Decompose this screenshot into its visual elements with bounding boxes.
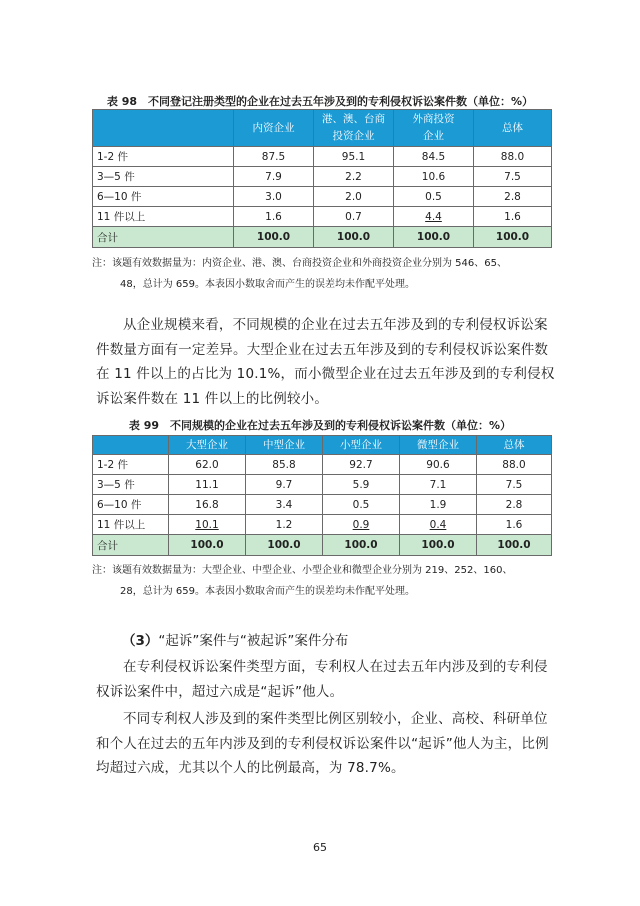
table-row <box>93 147 552 167</box>
table-row <box>93 515 552 535</box>
table-row <box>93 495 552 515</box>
header-cell: 总体 <box>474 110 552 147</box>
cell: 100.0 <box>477 535 552 556</box>
row-label: 1-2 件 <box>93 455 169 475</box>
section-number: （3） <box>122 633 159 649</box>
row-label: 11 件以上 <box>93 515 169 535</box>
cell: 88.0 <box>474 147 552 167</box>
row-label: 6—10 件 <box>93 495 169 515</box>
cell: 62.0 <box>169 455 246 475</box>
cell: 85.8 <box>246 455 323 475</box>
cell: 95.1 <box>314 147 394 167</box>
body-paragraph: 在专利侵权诉讼案件类型方面，专利权人在过去五年内涉及到的专利侵权诉讼案件中，超过六成是“起诉”他人。 <box>96 659 548 700</box>
row-label: 合计 <box>93 227 234 248</box>
table-row <box>93 207 552 227</box>
note-line: 28，总计为 659。本表因小数取舍而产生的误差均未作配平处理。 <box>120 586 415 597</box>
cell: 100.0 <box>314 227 394 248</box>
cell: 90.6 <box>400 455 477 475</box>
table-row <box>93 167 552 187</box>
table-row <box>93 475 552 495</box>
cell: 100.0 <box>394 227 474 248</box>
cell: 1.6 <box>477 515 552 535</box>
cell: 5.9 <box>323 475 400 495</box>
cell: 0.7 <box>314 207 394 227</box>
cell: 0.5 <box>323 495 400 515</box>
cell: 7.1 <box>400 475 477 495</box>
table-total-row <box>93 227 552 248</box>
note-line: 48，总计为 659。本表因小数取舍而产生的误差均未作配平处理。 <box>120 279 415 290</box>
cell: 100.0 <box>234 227 314 248</box>
table-99-header-row <box>93 436 552 455</box>
row-label: 合计 <box>93 535 169 556</box>
row-label: 6—10 件 <box>93 187 234 207</box>
note-line: 注：该题有效数据量为：大型企业、中型企业、小型企业和微型企业分别为 219、252、160、 <box>92 565 513 576</box>
table-98-note <box>92 253 562 295</box>
cell: 1.2 <box>246 515 323 535</box>
cell: 3.0 <box>234 187 314 207</box>
cell: 1.9 <box>400 495 477 515</box>
cell: 2.8 <box>474 187 552 207</box>
header-cell: 内资企业 <box>234 110 314 147</box>
cell: 100.0 <box>246 535 323 556</box>
body-paragraph: 从企业规模来看，不同规模的企业在过去五年涉及到的专利侵权诉讼案件数量方面有一定差异。大型企业在过去五年涉及到的专利侵权诉讼案件数在 11 件以上的占比为 10.1%，而小微型企业在过去五年涉及到的专利侵权诉讼案件数在 11 件以上的比例较小。 <box>96 317 555 407</box>
cell: 2.0 <box>314 187 394 207</box>
cell: 2.2 <box>314 167 394 187</box>
cell: 87.5 <box>234 147 314 167</box>
row-label: 3—5 件 <box>93 475 169 495</box>
table-total-row <box>93 535 552 556</box>
cell-highlight: 4.4 <box>394 207 474 227</box>
table-99 <box>92 435 552 556</box>
cell: 84.5 <box>394 147 474 167</box>
cell: 100.0 <box>169 535 246 556</box>
table-row <box>93 455 552 475</box>
cell: 10.6 <box>394 167 474 187</box>
cell: 7.9 <box>234 167 314 187</box>
table-98-caption: 表 98 不同登记注册类型的企业在过去五年涉及到的专利侵权诉讼案件数（单位：%） <box>106 95 534 108</box>
cell: 11.1 <box>169 475 246 495</box>
header-cell: 微型企业 <box>400 436 477 455</box>
cell-highlight: 0.4 <box>400 515 477 535</box>
cell: 88.0 <box>477 455 552 475</box>
cell: 100.0 <box>323 535 400 556</box>
cell: 100.0 <box>400 535 477 556</box>
cell: 100.0 <box>474 227 552 248</box>
row-label: 3—5 件 <box>93 167 234 187</box>
header-cell: 小型企业 <box>323 436 400 455</box>
cell: 9.7 <box>246 475 323 495</box>
header-cell: 中型企业 <box>246 436 323 455</box>
cell-highlight: 10.1 <box>169 515 246 535</box>
cell-highlight: 0.9 <box>323 515 400 535</box>
row-label: 1-2 件 <box>93 147 234 167</box>
header-cell: 港、澳、台商 投资企业 <box>314 110 394 147</box>
header-cell: 总体 <box>477 436 552 455</box>
cell: 92.7 <box>323 455 400 475</box>
header-cell <box>93 436 169 455</box>
cell: 1.6 <box>234 207 314 227</box>
table-98 <box>92 109 552 248</box>
page-number: 65 <box>313 841 327 854</box>
section-title: “起诉”案件与“被起诉”案件分布 <box>158 633 349 649</box>
note-line: 注：该题有效数据量为：内资企业、港、澳、台商投资企业和外商投资企业分别为 546、65、 <box>92 258 507 269</box>
cell: 1.6 <box>474 207 552 227</box>
header-cell: 外商投资 企业 <box>394 110 474 147</box>
section-heading <box>122 629 348 649</box>
cell: 7.5 <box>477 475 552 495</box>
cell: 3.4 <box>246 495 323 515</box>
header-cell: 大型企业 <box>169 436 246 455</box>
table-99-note <box>92 560 562 602</box>
body-paragraph: 不同专利权人涉及到的案件类型比例区别较小，企业、高校、科研单位和个人在过去的五年内涉及到的专利侵权诉讼案件以“起诉”他人为主，比例均超过六成，尤其以个人的比例最高，为 78.7%。 <box>96 711 549 776</box>
table-99-caption: 表 99 不同规模的企业在过去五年涉及到的专利侵权诉讼案件数（单位：%） <box>128 419 512 432</box>
table-98-header-row <box>93 110 552 147</box>
cell: 2.8 <box>477 495 552 515</box>
cell: 16.8 <box>169 495 246 515</box>
table-row <box>93 187 552 207</box>
cell: 7.5 <box>474 167 552 187</box>
row-label: 11 件以上 <box>93 207 234 227</box>
cell: 0.5 <box>394 187 474 207</box>
header-cell <box>93 110 234 147</box>
